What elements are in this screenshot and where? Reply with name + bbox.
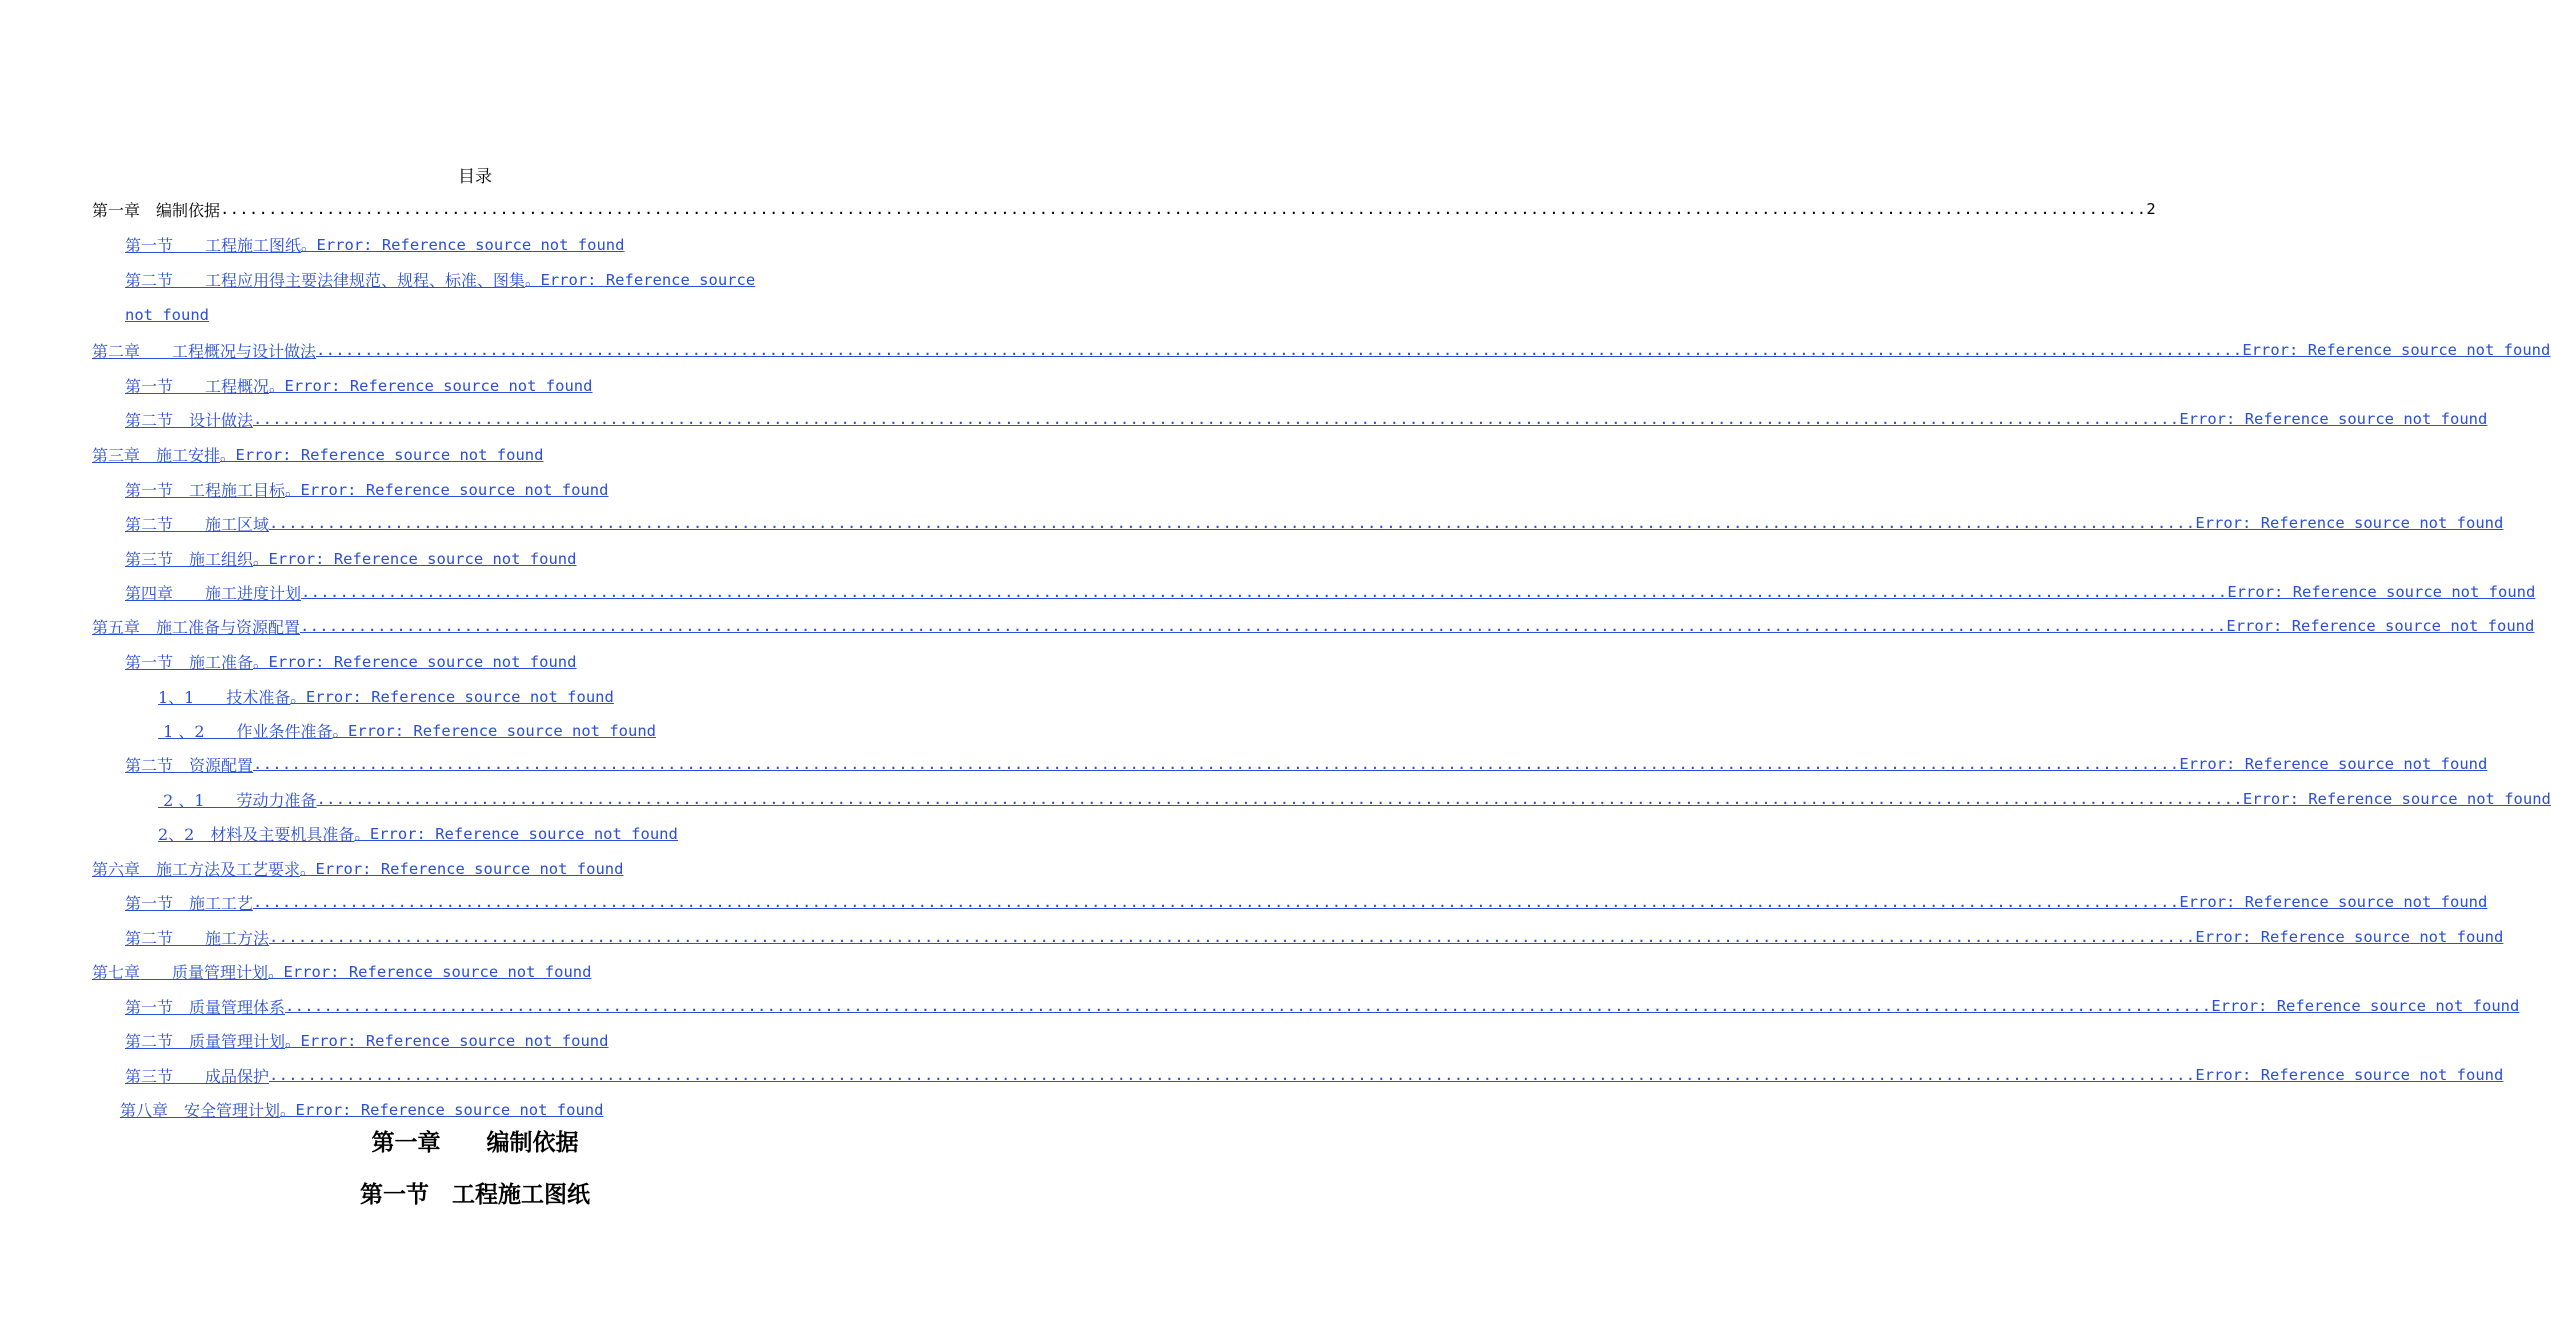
toc-entry-page: 。Error: Reference source not found [253, 653, 577, 671]
toc-entry[interactable] [125, 889, 2488, 915]
toc-entry-label: 第二节 质量管理计划 [125, 1031, 286, 1051]
toc-leader-dots: ........................................................................................................................................................................................................ [300, 617, 2227, 635]
toc-entry-label: 第四章 施工进度计划 [125, 583, 302, 603]
toc-entry-label: 第三节 施工组织 [125, 549, 254, 569]
toc-entry[interactable] [125, 231, 624, 257]
toc-entry-page: 。Error: Reference source not found [253, 550, 577, 568]
toc-entry-page: Error: Reference source not found [2211, 997, 2520, 1015]
toc-entry [92, 196, 2156, 222]
toc-entry-label: 第一节 工程施工图纸 [125, 235, 302, 255]
toc-entry-page: Error: Reference source not found [2195, 514, 2504, 532]
toc-entry[interactable] [125, 648, 576, 674]
chapter-heading: 第一章 编制依据 [371, 1130, 579, 1156]
toc-entry[interactable] [125, 993, 2520, 1019]
toc-entry-label: 第一节 施工准备 [125, 652, 254, 672]
toc-entry-label: 第八章 安全管理计划 [120, 1100, 281, 1120]
toc-entry-label: 2、2 材料及主要机具准备 [158, 824, 355, 844]
toc-entry[interactable] [158, 786, 2551, 812]
toc-entry-label: 第二节 设计做法 [125, 410, 254, 430]
toc-entry-label: 第二节 施工区域 [125, 514, 270, 534]
toc-entry[interactable] [158, 717, 656, 743]
toc-entry-label: 第三章 施工安排 [92, 445, 221, 465]
toc-entry[interactable] [125, 266, 858, 292]
section-heading: 第一节 工程施工图纸 [360, 1182, 590, 1208]
toc-entry-page: 。Error: Reference source not found [300, 860, 624, 878]
toc-title: 目录 [458, 167, 492, 187]
toc-entry-page: Error: Reference source not found [2195, 928, 2504, 946]
toc-entry-page: Error: Reference source not found [2179, 755, 2488, 773]
toc-entry[interactable] [125, 372, 592, 398]
toc-entry-page: 。Error: Reference source not found [290, 688, 614, 706]
toc-entry-page: 。Error: Reference source not found [285, 1032, 609, 1050]
toc-entry-page: 。Error: Reference source not found [285, 481, 609, 499]
toc-entry[interactable] [92, 441, 543, 467]
toc-leader-dots: ........................................................................................................................................................................................................ [253, 755, 2180, 773]
toc-entry-label: 第五章 施工准备与资源配置 [92, 617, 301, 637]
toc-entry-page: 。Error: Reference source not found [332, 722, 656, 740]
toc-entry-label: 第二节 工程应用得主要法律规范、规程、标准、图集 [125, 270, 526, 290]
toc-entry[interactable] [125, 406, 2488, 432]
toc-entry-label: 第二章 工程概况与设计做法 [92, 341, 317, 361]
toc-leader-dots: ........................................................................................................................................................................................................ [301, 583, 2228, 601]
toc-entry-label: 2 、1 劳动力准备 [158, 790, 317, 810]
toc-leader-dots: ........................................................................................................................................................................................................ [269, 928, 2196, 946]
toc-entry-page: not found [125, 306, 209, 324]
toc-entry-label: 1、1 技术准备 [158, 687, 291, 707]
toc-entry[interactable] [125, 924, 2504, 950]
toc-entry-label: 第二节 资源配置 [125, 755, 254, 775]
toc-entry[interactable] [120, 1096, 603, 1122]
toc-entry-label: 第一章 编制依据 [92, 200, 221, 220]
toc-entry-label: 第一节 质量管理体系 [125, 997, 286, 1017]
toc-entry-page: 。Error: Reference source not found [280, 1101, 604, 1119]
toc-entry[interactable] [125, 1062, 2504, 1088]
toc-leader-dots: ........................................................................................................................................................................................................ [285, 997, 2212, 1015]
toc-entry[interactable] [125, 545, 576, 571]
toc-entry-page: 。Error: Reference source not found [220, 446, 544, 464]
toc-entry[interactable] [125, 476, 608, 502]
toc-entry-page: Error: Reference source not found [2242, 341, 2551, 359]
toc-entry[interactable] [92, 337, 2551, 363]
toc-entry-label: 第三节 成品保护 [125, 1066, 270, 1086]
toc-entry[interactable] [125, 302, 209, 328]
toc-entry-label: 第一节 工程施工目标 [125, 480, 286, 500]
toc-entry-page: Error: Reference source not found [2179, 893, 2488, 911]
toc-entry[interactable] [158, 683, 614, 709]
toc-entry[interactable] [125, 751, 2488, 777]
toc-entry-page: 。Error: Reference source not found [354, 825, 678, 843]
toc-entry-page: 。Error: Reference source not found [301, 236, 625, 254]
toc-leader-dots: ........................................................................................................................................................................................................ [253, 893, 2180, 911]
toc-leader-dots: ........................................................................................................................................................................................................ [316, 790, 2243, 808]
toc-entry-label: 第一节 施工工艺 [125, 893, 254, 913]
toc-entry[interactable] [125, 1027, 608, 1053]
toc-entry-page: 。Error: Reference source not found [268, 963, 592, 981]
toc-entry-page: Error: Reference source not found [2242, 790, 2551, 808]
toc-entry-page: Error: Reference source not found [2226, 617, 2535, 635]
toc-leader-dots: ........................................................................................................................................................................................................ [269, 514, 2196, 532]
toc-entry-label: 第七章 质量管理计划 [92, 962, 269, 982]
toc-entry-label: 第六章 施工方法及工艺要求 [92, 859, 301, 879]
toc-entry-page: 。Error: Reference source not found [269, 377, 593, 395]
toc-entry-label: 第一节 工程概况 [125, 376, 270, 396]
toc-entry-page: Error: Reference source not found [2227, 583, 2536, 601]
toc-entry[interactable] [92, 958, 591, 984]
toc-entry[interactable] [92, 613, 2535, 639]
toc-entry[interactable] [125, 579, 2536, 605]
toc-leader-dots: ........................................................................................................................................................................................................ [220, 200, 2147, 218]
toc-leader-dots: ........................................................................................................................................................................................................ [253, 410, 2180, 428]
toc-entry[interactable] [125, 510, 2504, 536]
toc-entry-label: 1 、2 作业条件准备 [158, 721, 333, 741]
toc-entry[interactable] [92, 855, 623, 881]
toc-entry-page: 。Error: Reference source [525, 271, 756, 289]
toc-leader-dots: ........................................................................................................................................................................................................ [269, 1066, 2196, 1084]
toc-entry-label: 第二节 施工方法 [125, 928, 270, 948]
toc-entry-page: Error: Reference source not found [2179, 410, 2488, 428]
toc-entry-page: Error: Reference source not found [2195, 1066, 2504, 1084]
toc-entry[interactable] [158, 820, 678, 846]
toc-entry-page: 2 [2146, 200, 2156, 218]
toc-leader-dots: ........................................................................................................................................................................................................ [316, 341, 2243, 359]
